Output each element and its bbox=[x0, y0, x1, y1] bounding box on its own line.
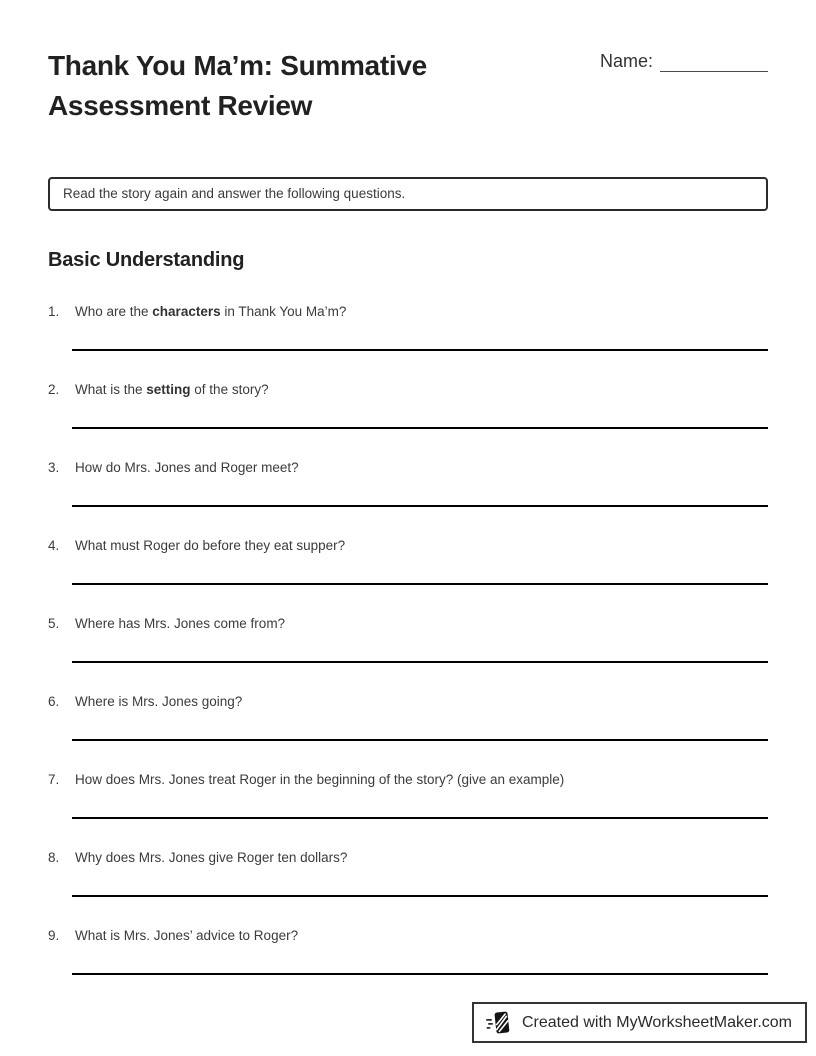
question-number: 7. bbox=[48, 772, 60, 787]
question-text: Where has Mrs. Jones come from? bbox=[75, 616, 286, 631]
question-number: 1. bbox=[48, 304, 60, 319]
question-number: 3. bbox=[48, 460, 60, 475]
answer-blank-line bbox=[72, 739, 768, 741]
section-heading: Basic Understanding bbox=[48, 249, 245, 271]
instruction-text: Read the story again and answer the following questions. bbox=[63, 186, 406, 201]
instruction-box bbox=[48, 177, 768, 211]
question-item bbox=[48, 849, 768, 897]
credit-badge bbox=[472, 1002, 807, 1043]
question-item bbox=[48, 459, 768, 507]
answer-blank-line bbox=[72, 427, 768, 429]
question-text: What is the setting of the story? bbox=[75, 382, 269, 397]
question-number: 4. bbox=[48, 538, 60, 553]
question-text: Where is Mrs. Jones going? bbox=[75, 694, 243, 709]
question-list bbox=[48, 303, 768, 975]
question-number: 9. bbox=[48, 928, 60, 943]
worksheet-maker-logo-icon bbox=[485, 1009, 513, 1037]
question-text: Why does Mrs. Jones give Roger ten dollars? bbox=[75, 850, 348, 865]
answer-blank-line bbox=[72, 661, 768, 663]
question-item bbox=[48, 927, 768, 975]
question-number: 2. bbox=[48, 382, 60, 397]
page-title: Thank You Ma’m: Summative Assessment Review bbox=[48, 50, 427, 121]
name-blank-line bbox=[660, 52, 768, 72]
question-number: 6. bbox=[48, 694, 60, 709]
question-text: How does Mrs. Jones treat Roger in the beginning of the story? (give an example) bbox=[75, 772, 565, 787]
answer-blank-line bbox=[72, 505, 768, 507]
credit-text: Created with MyWorksheetMaker.com bbox=[521, 1013, 792, 1031]
question-item bbox=[48, 537, 768, 585]
question-item bbox=[48, 693, 768, 741]
question-text: How do Mrs. Jones and Roger meet? bbox=[75, 460, 299, 475]
answer-blank-line bbox=[72, 349, 768, 351]
question-text: Who are the characters in Thank You Ma’m? bbox=[75, 304, 347, 319]
answer-blank-line bbox=[72, 895, 768, 897]
question-item bbox=[48, 303, 768, 351]
answer-blank-line bbox=[72, 973, 768, 975]
name-field bbox=[600, 46, 768, 72]
question-item bbox=[48, 771, 768, 819]
answer-blank-line bbox=[72, 583, 768, 585]
answer-blank-line bbox=[72, 817, 768, 819]
header bbox=[48, 0, 768, 126]
question-item bbox=[48, 615, 768, 663]
question-text: What is Mrs. Jones’ advice to Roger? bbox=[75, 928, 299, 943]
name-label: Name: bbox=[599, 51, 653, 71]
question-text: What must Roger do before they eat supper? bbox=[75, 538, 346, 553]
question-number: 5. bbox=[48, 616, 60, 631]
question-item bbox=[48, 381, 768, 429]
question-number: 8. bbox=[48, 850, 60, 865]
